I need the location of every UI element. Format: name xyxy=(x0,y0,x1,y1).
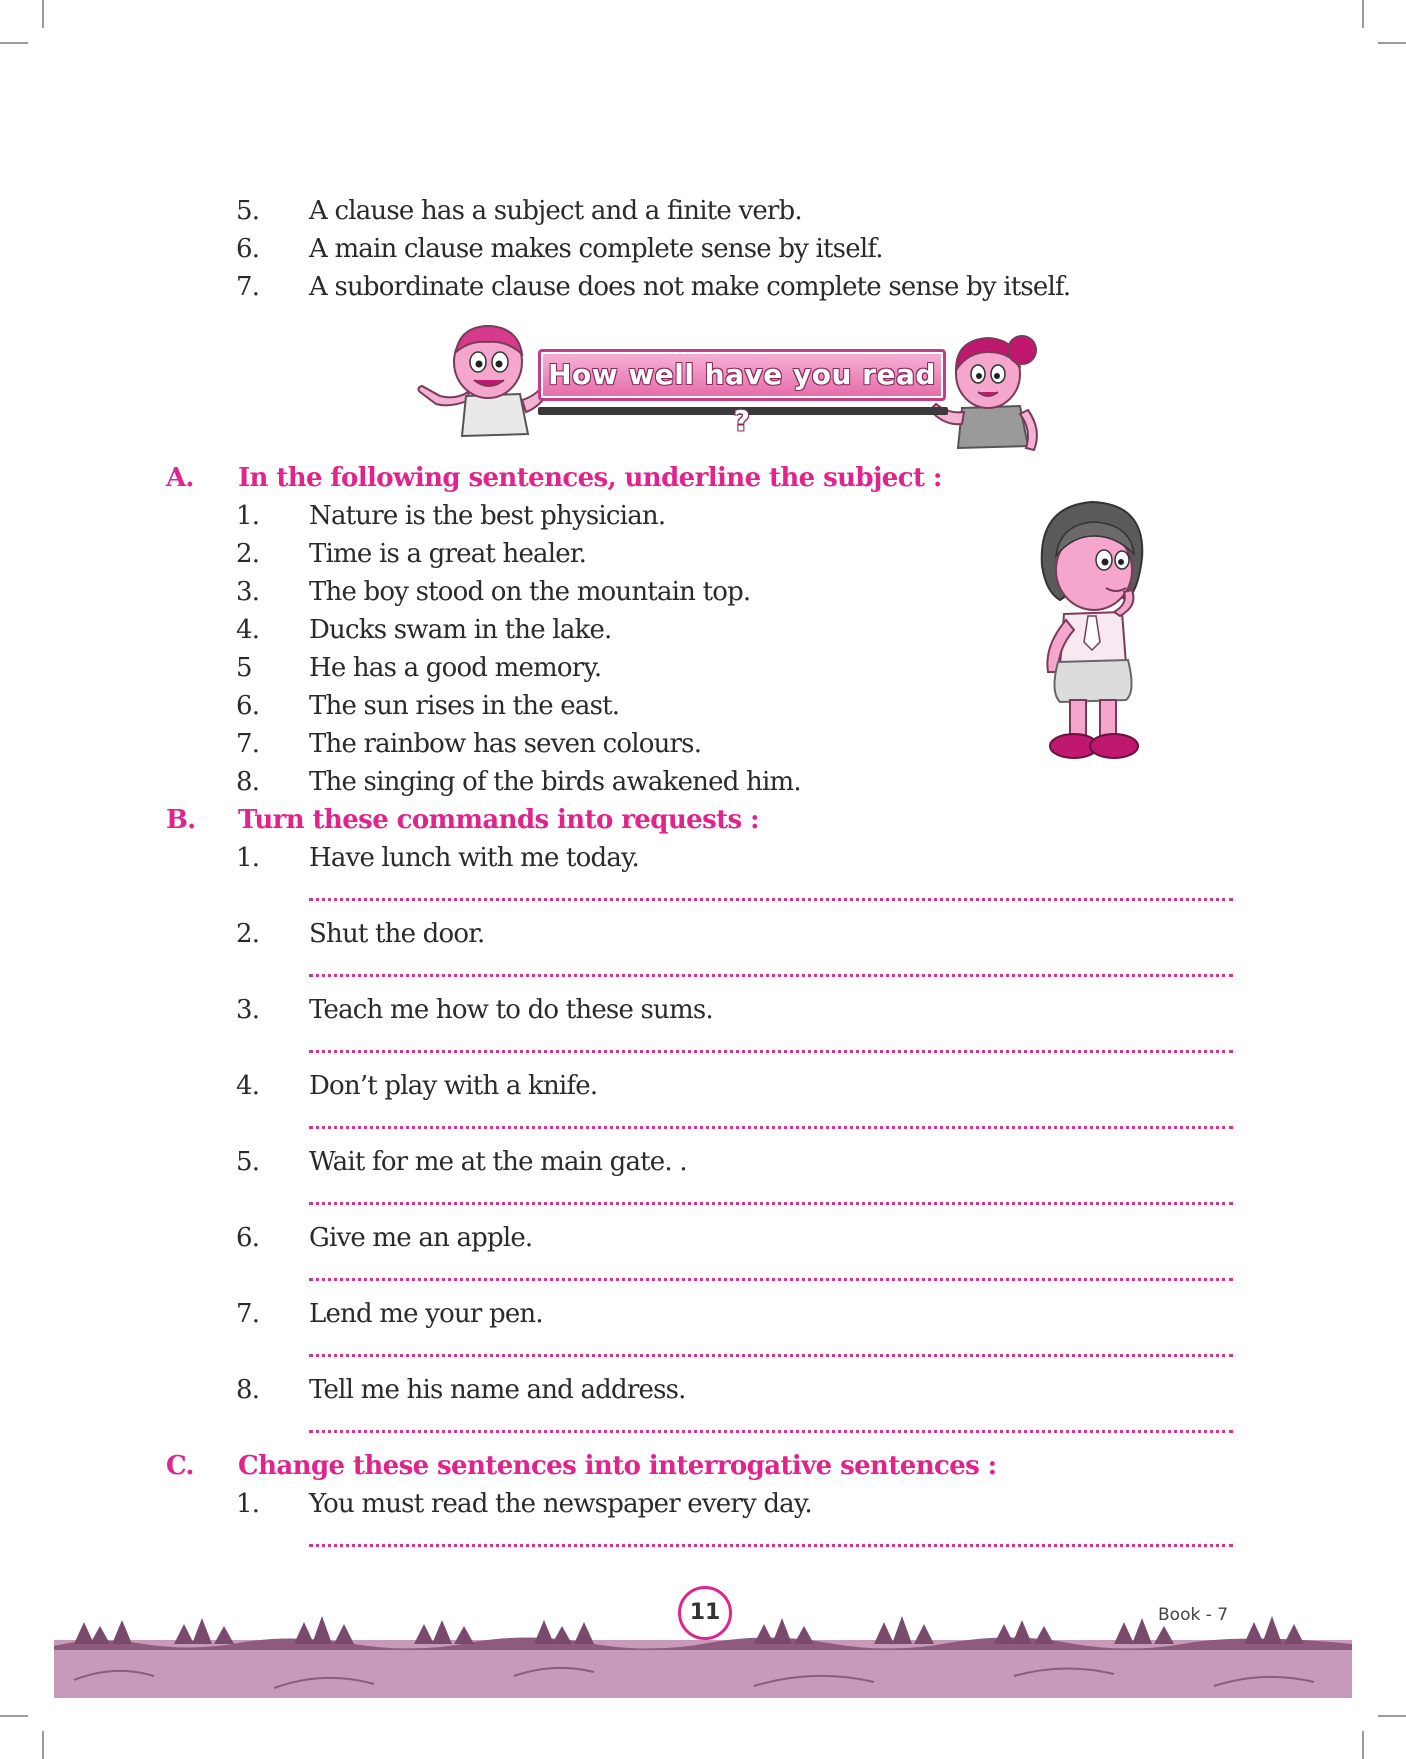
answer-line[interactable] xyxy=(309,898,1233,901)
girl-standing-cartoon-icon xyxy=(1030,496,1154,766)
banner xyxy=(538,349,946,437)
crop-mark xyxy=(42,0,44,28)
crop-mark xyxy=(1378,42,1406,44)
answer-line[interactable] xyxy=(309,1126,1233,1129)
answer-line[interactable] xyxy=(309,1430,1233,1433)
crop-mark xyxy=(0,1715,28,1717)
answer-line[interactable] xyxy=(309,1050,1233,1053)
banner-title: How well have you read ? xyxy=(548,358,936,437)
book-label: Book - 7 xyxy=(1158,1605,1229,1625)
page-number: 11 xyxy=(678,1586,732,1640)
crop-mark xyxy=(1362,1731,1364,1759)
answer-line[interactable] xyxy=(309,1354,1233,1357)
boy-cartoon-icon xyxy=(410,322,550,444)
answer-line[interactable] xyxy=(309,974,1233,977)
crop-mark xyxy=(0,42,28,44)
crop-mark xyxy=(1362,0,1364,28)
answer-line[interactable] xyxy=(309,1544,1233,1547)
answer-line[interactable] xyxy=(309,1278,1233,1281)
crop-mark xyxy=(42,1731,44,1759)
crop-mark xyxy=(1378,1715,1406,1717)
answer-line[interactable] xyxy=(309,1202,1233,1205)
